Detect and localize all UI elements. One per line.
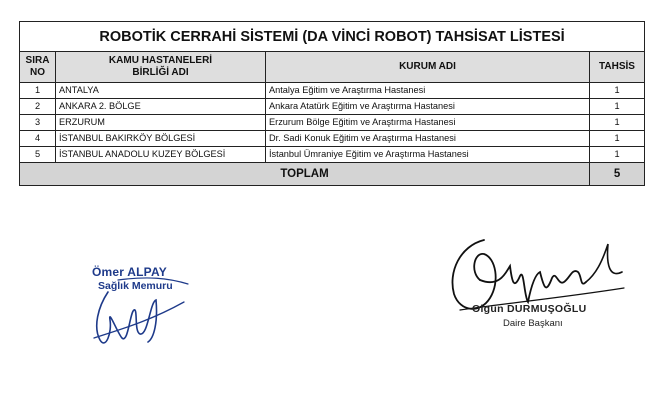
- right-signatory-title: Daire Başkanı: [503, 318, 563, 329]
- cell-allocation: 1: [590, 131, 645, 147]
- cell-institution: Antalya Eğitim ve Araştırma Hastanesi: [266, 83, 590, 99]
- cell-no: 3: [20, 115, 56, 131]
- header-union-line2: BİRLİĞİ ADI: [132, 67, 189, 78]
- cell-allocation: 1: [590, 83, 645, 99]
- table-row: [20, 83, 645, 99]
- cell-institution: Ankara Atatürk Eğitim ve Araştırma Hastanesi: [266, 99, 590, 115]
- total-row: [20, 163, 645, 186]
- cell-allocation: 1: [590, 99, 645, 115]
- table-row: [20, 99, 645, 115]
- table-row: [20, 115, 645, 131]
- header-sira-no-line2: NO: [30, 67, 45, 78]
- cell-union: İSTANBUL ANADOLU KUZEY BÖLGESİ: [56, 147, 266, 163]
- header-sira-no-line1: SIRA: [25, 55, 50, 66]
- cell-institution: Dr. Sadi Konuk Eğitim ve Araştırma Hastanesi: [266, 131, 590, 147]
- cell-institution: İstanbul Ümraniye Eğitim ve Araştırma Hastanesi: [266, 147, 590, 163]
- total-value: 5: [590, 163, 645, 186]
- table-row: [20, 147, 645, 163]
- total-label: TOPLAM: [20, 163, 590, 186]
- document-title: ROBOTİK CERRAHİ SİSTEMİ (DA VİNCİ ROBOT) TAHSİSAT LİSTESİ: [20, 22, 645, 52]
- header-sira-no: [20, 52, 56, 83]
- right-signature-scrawl: [440, 232, 630, 332]
- cell-union: ANKARA 2. BÖLGE: [56, 99, 266, 115]
- header-allocation: TAHSİS: [590, 52, 645, 83]
- cell-allocation: 1: [590, 115, 645, 131]
- header-row: [20, 52, 645, 83]
- cell-union: İSTANBUL BAKIRKÖY BÖLGESİ: [56, 131, 266, 147]
- header-union: [56, 52, 266, 83]
- table-row: [20, 131, 645, 147]
- header-union-line1: KAMU HASTANELERİ: [108, 55, 213, 66]
- cell-no: 5: [20, 147, 56, 163]
- cell-institution: Erzurum Bölge Eğitim ve Araştırma Hastanesi: [266, 115, 590, 131]
- left-signatory-name: Ömer ALPAY: [92, 265, 167, 279]
- right-signatory-name: Olgun DURMUŞOĞLU: [472, 303, 587, 315]
- left-signatory-title: Sağlık Memuru: [98, 280, 173, 292]
- cell-allocation: 1: [590, 147, 645, 163]
- allocation-table: [19, 21, 645, 186]
- cell-no: 2: [20, 99, 56, 115]
- cell-no: 1: [20, 83, 56, 99]
- header-institution: KURUM ADI: [266, 52, 590, 83]
- cell-no: 4: [20, 131, 56, 147]
- cell-union: ANTALYA: [56, 83, 266, 99]
- cell-union: ERZURUM: [56, 115, 266, 131]
